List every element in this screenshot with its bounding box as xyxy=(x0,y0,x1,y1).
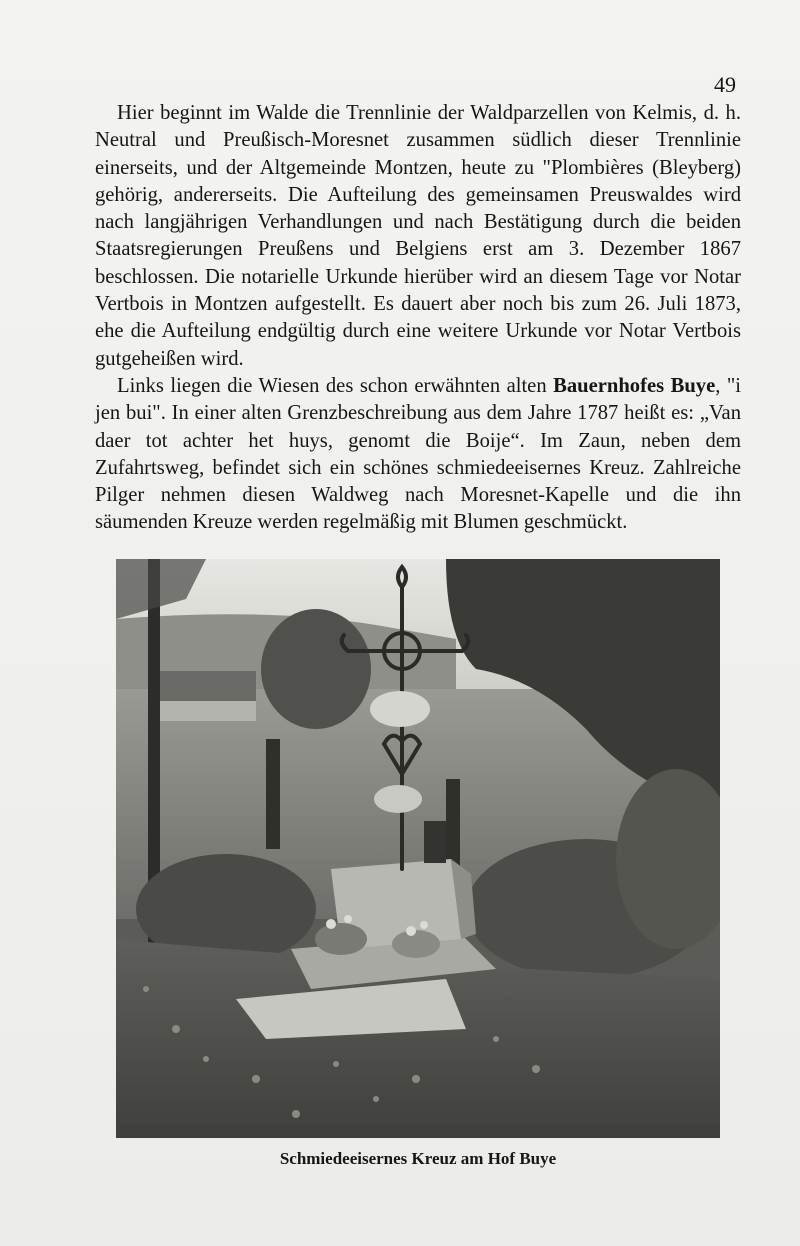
body-text xyxy=(95,100,741,537)
photo-wrought-iron-cross xyxy=(116,559,720,1138)
paragraph-2-end: , "i jen bui". In einer alten Grenzbeschreibung aus dem Jahre 1787 heißt es: „Van daer tot achter het huys, genomt die Boije“. Im Zaun, neben dem Zufahrtsweg, befindet sich ein schönes schmiedeeisernes Kreuz. Zahlreiche Pilger nehmen diesen Waldweg nach Moresnet-Kapelle und die ihn säumenden Kreuze werden regelmäßig mit Blumen geschmückt. xyxy=(95,374,741,534)
paragraph-2-start: Links liegen die Wiesen des schon erwähnten alten xyxy=(117,374,554,397)
paragraph-2 xyxy=(95,373,741,537)
farm-name: Bauernhofes Buye xyxy=(553,374,716,397)
photo-illustration xyxy=(116,559,720,1138)
paragraph-1: Hier beginnt im Walde die Trennlinie der Waldparzellen von Kelmis, d. h. Neutral und Preußisch-Moresnet zusammen südlich dieser Trennlinie einerseits, und der Altgemeinde Montzen, heute zu "Plombières (Bleyberg) gehörig, andererseits. Die Aufteilung des gemeinsamen Preuswaldes wird nach langjährigen Verhandlungen und nach Bestätigung durch die beiden Staatsregierungen Preußens und Belgiens erst am 3. Dezember 1867 beschlossen. Die notarielle Urkunde hierüber wird an diesem Tage vor Notar Vertbois in Montzen aufgestellt. Es dauert aber noch bis zum 26. Juli 1873, ehe die Aufteilung endgültig durch eine weitere Urkunde vor Notar Vertbois gutgeheißen wird. xyxy=(95,102,741,370)
figure-caption: Schmiedeeisernes Kreuz am Hof Buye xyxy=(279,1149,557,1168)
page-number: 49 xyxy=(714,72,736,97)
